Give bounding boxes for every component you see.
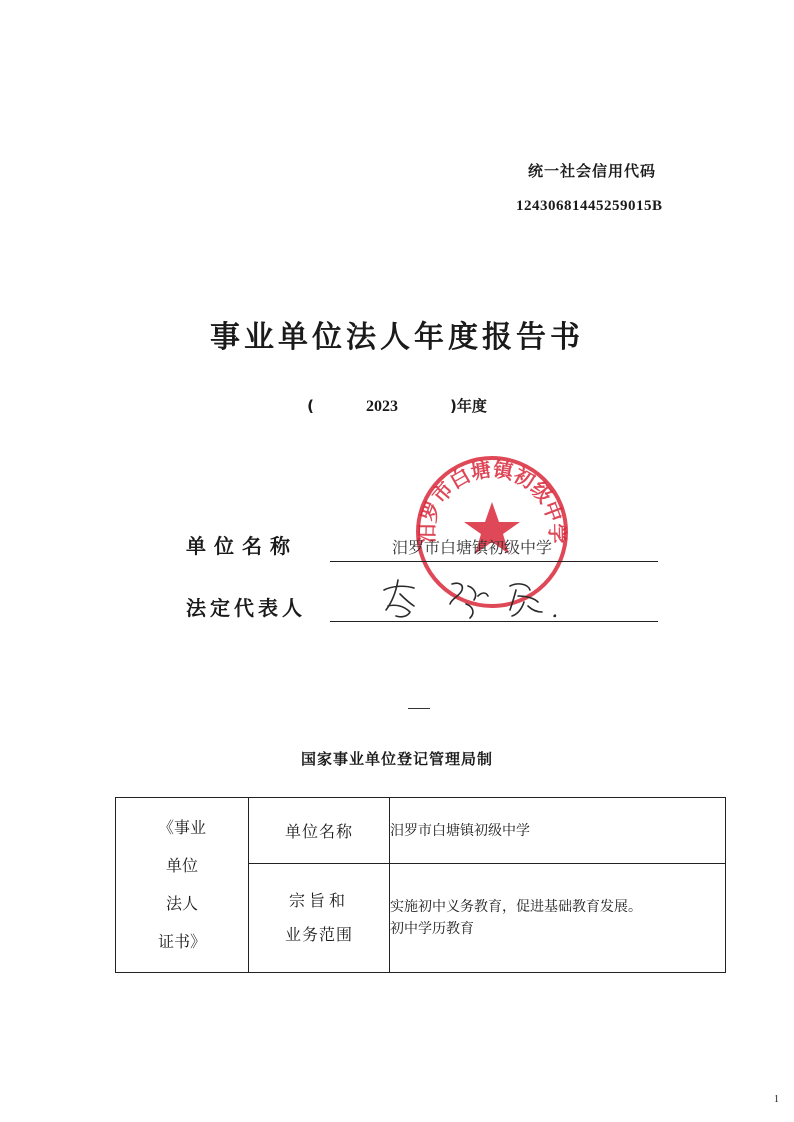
side-line-4: 证书》: [157, 932, 206, 951]
seal-text: 汨罗市白塘镇初级中学: [414, 457, 570, 544]
year-value: 2023: [366, 398, 398, 415]
legal-rep-label: 法定代表人: [186, 596, 306, 620]
year-suffix: )年度: [450, 397, 487, 415]
handwritten-signature: [378, 576, 568, 622]
unit-name-header-cell: 单位名称: [249, 798, 390, 864]
credit-code-value: 12430681445259015B: [516, 198, 663, 214]
page-title: 事业单位法人年度报告书: [210, 320, 584, 355]
report-year: [0, 395, 794, 416]
purpose-header-line-2: 业务范围: [284, 925, 353, 944]
purpose-value-cell: [390, 864, 726, 973]
purpose-value-line-2: 初中学历教育: [390, 921, 474, 937]
purpose-header-cell: [249, 864, 390, 973]
issuer-line: 国家事业单位登记管理局制: [300, 750, 493, 768]
unit-name-underline: [330, 561, 658, 562]
page-number: 1: [774, 1094, 779, 1105]
side-line-3: 法人: [165, 894, 198, 913]
purpose-header-line-1: 宗旨和: [288, 891, 349, 910]
year-open-paren: (: [307, 397, 314, 415]
credit-code-label: 统一社会信用代码: [528, 162, 657, 180]
unit-name-value: 汨罗市白塘镇初级中学: [392, 538, 553, 557]
side-line-1: 《事业: [157, 818, 206, 837]
side-line-2: 单位: [165, 856, 198, 875]
separator-dash: [408, 708, 430, 709]
unit-name-value-cell: 汨罗市白塘镇初级中学: [390, 798, 726, 864]
certificate-side-label: [116, 798, 249, 973]
purpose-value-line-1: 实施初中义务教育，促进基础教育发展。: [390, 899, 642, 915]
unit-name-label: 单位名称: [186, 534, 298, 558]
certificate-table: [115, 797, 726, 973]
